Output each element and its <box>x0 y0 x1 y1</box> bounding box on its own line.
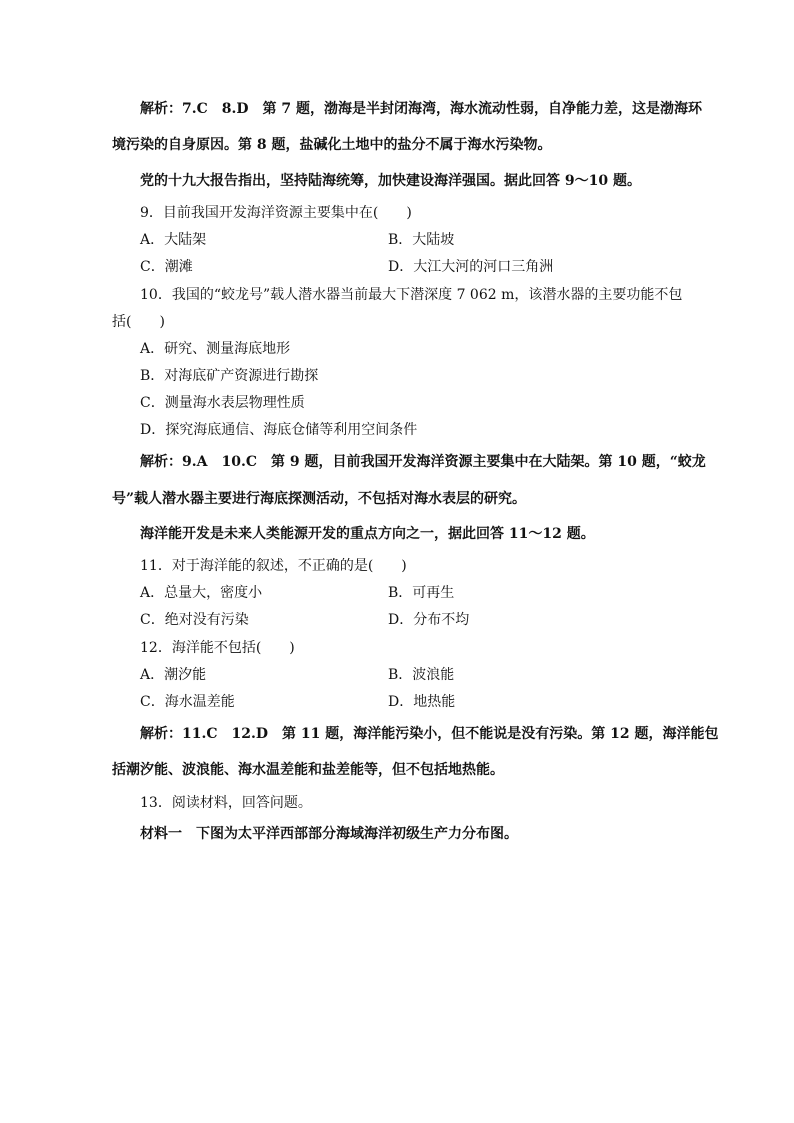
q10-option-d: D．探究海底通信、海底仓储等利用空间条件 <box>140 422 418 438</box>
question-13: 13．阅读材料，回答问题。 <box>140 795 312 811</box>
q9-option-c: C．潮滩 <box>140 259 193 275</box>
explanation-7-8-line2: 境污染的自身原因。第 8 题，盐碱化土地中的盐分不属于海水污染物。 <box>112 137 552 153</box>
question-12: 12．海洋能不包括( ) <box>140 640 295 656</box>
q9-option-a: A．大陆架 <box>140 232 207 248</box>
q10-option-a: A．研究、测量海底地形 <box>140 341 291 357</box>
question-10-line1: 10．我国的“蛟龙号”载人潜水器当前最大下潜深度 7 062 m，该潜水器的主要功能不包 <box>140 287 683 303</box>
q11-option-b: B．可再生 <box>388 585 455 601</box>
explanation-7-8-line1: 解析：7.C 8.D 第 7 题，渤海是半封闭海湾，海水流动性弱，自净能力差，这是渤海环 <box>140 101 703 117</box>
q9-option-d: D．大江大河的河口三角洲 <box>388 259 554 275</box>
q10-option-c: C．测量海水表层物理性质 <box>140 395 305 411</box>
explanation-11-12-line1: 解析：11.C 12.D 第 11 题，海洋能污染小，但不能说是没有污染。第 12 题，海洋能包 <box>140 726 719 742</box>
q10-option-b: B．对海底矿产资源进行勘探 <box>140 368 319 384</box>
q12-option-c: C．海水温差能 <box>140 694 235 710</box>
material-1: 材料一 下图为太平洋西部部分海域海洋初级生产力分布图。 <box>140 826 518 842</box>
stem-9-10: 党的十九大报告指出，坚持陆海统筹，加快建设海洋强国。据此回答 9～10 题。 <box>140 173 641 189</box>
q11-option-d: D．分布不均 <box>388 612 470 628</box>
explanation-9-10-line1: 解析：9.A 10.C 第 9 题，目前我国开发海洋资源主要集中在大陆架。第 10 题，“蛟龙 <box>140 454 706 470</box>
question-10-line2: 括( ) <box>112 314 165 330</box>
q11-option-a: A．总量大，密度小 <box>140 585 263 601</box>
question-11: 11．对于海洋能的叙述，不正确的是( ) <box>140 558 407 574</box>
q12-option-a: A．潮汐能 <box>140 667 207 683</box>
explanation-11-12-line2: 括潮汐能、波浪能、海水温差能和盐差能等，但不包括地热能。 <box>112 762 504 778</box>
q9-option-b: B．大陆坡 <box>388 232 455 248</box>
q12-option-b: B．波浪能 <box>388 667 455 683</box>
explanation-9-10-line2: 号”载人潜水器主要进行海底探测活动，不包括对海水表层的研究。 <box>112 491 527 507</box>
question-9: 9．目前我国开发海洋资源主要集中在( ) <box>140 205 412 221</box>
q11-option-c: C．绝对没有污染 <box>140 612 249 628</box>
stem-11-12: 海洋能开发是未来人类能源开发的重点方向之一，据此回答 11～12 题。 <box>140 526 595 542</box>
q12-option-d: D．地热能 <box>388 694 456 710</box>
